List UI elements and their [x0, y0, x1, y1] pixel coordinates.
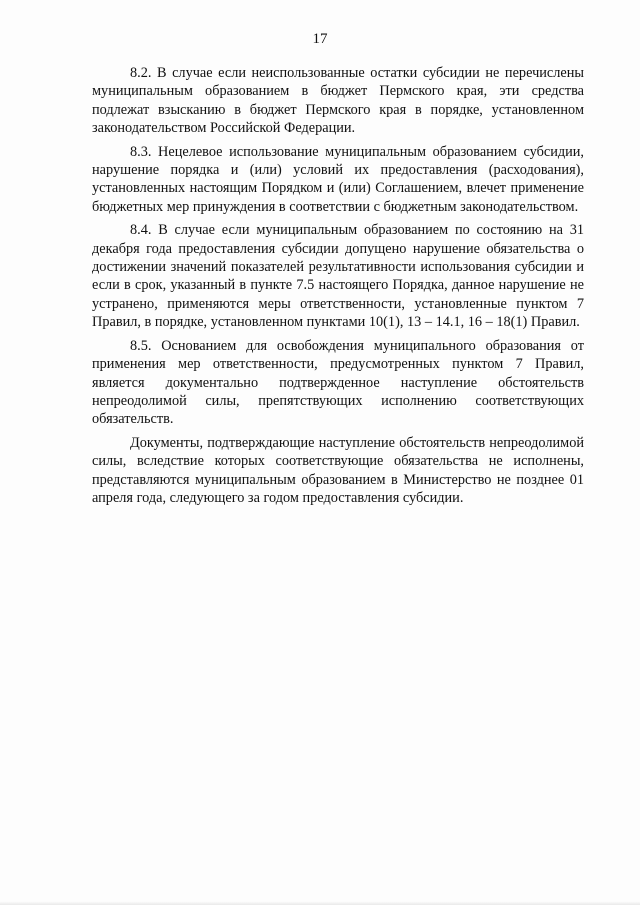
scan-bottom-edge — [0, 901, 640, 905]
paragraph-documents: Документы, подтверждающие наступление обстоятельств непреодолимой силы, вследствие которых соответствующие обязательства не исполнены, представляются муниципальным образованием в Министерство не позднее 01 апреля года, следующего за годом предоставления субсидии. — [92, 434, 584, 506]
paragraph-8-2: 8.2. В случае если неиспользованные остатки субсидии не перечислены муниципальным образованием в бюджет Пермского края, эти средства подлежат взысканию в бюджет Пермского края в порядке, установленном законодательством Российской Федерации. — [92, 65, 584, 137]
paragraph-8-5: 8.5. Основанием для освобождения муниципального образования от применения мер ответственности, предусмотренных пунктом 7 Правил, является документально подтвержденное наступление обстоятельств непреодолимой силы, препятствующих исполнению соответствующих обязательств. — [92, 337, 584, 428]
paragraph-8-4: 8.4. В случае если муниципальным образованием по состоянию на 31 декабря года предоставления субсидии допущено нарушение обязательства о достижении значений показателей результативности использования субсидии и если в срок, указанный в пункте 7.5 настоящего Порядка, данное нарушение не устранено, применяются меры ответственности, установленные пунктом 7 Правил, в порядке, установленном пунктами 10(1), 13 – 14.1, 16 – 18(1) Правил. — [92, 222, 584, 331]
paragraph-8-3: 8.3. Нецелевое использование муниципальным образованием субсидии, нарушение порядка и (или) условий их предоставления (расходования), установленных настоящим Порядком и (или) Соглашением, влечет применение бюджетных мер принуждения в соответствии с бюджетным законодательством. — [92, 143, 584, 215]
page-number: 17 — [312, 31, 328, 47]
document-body — [92, 64, 584, 507]
